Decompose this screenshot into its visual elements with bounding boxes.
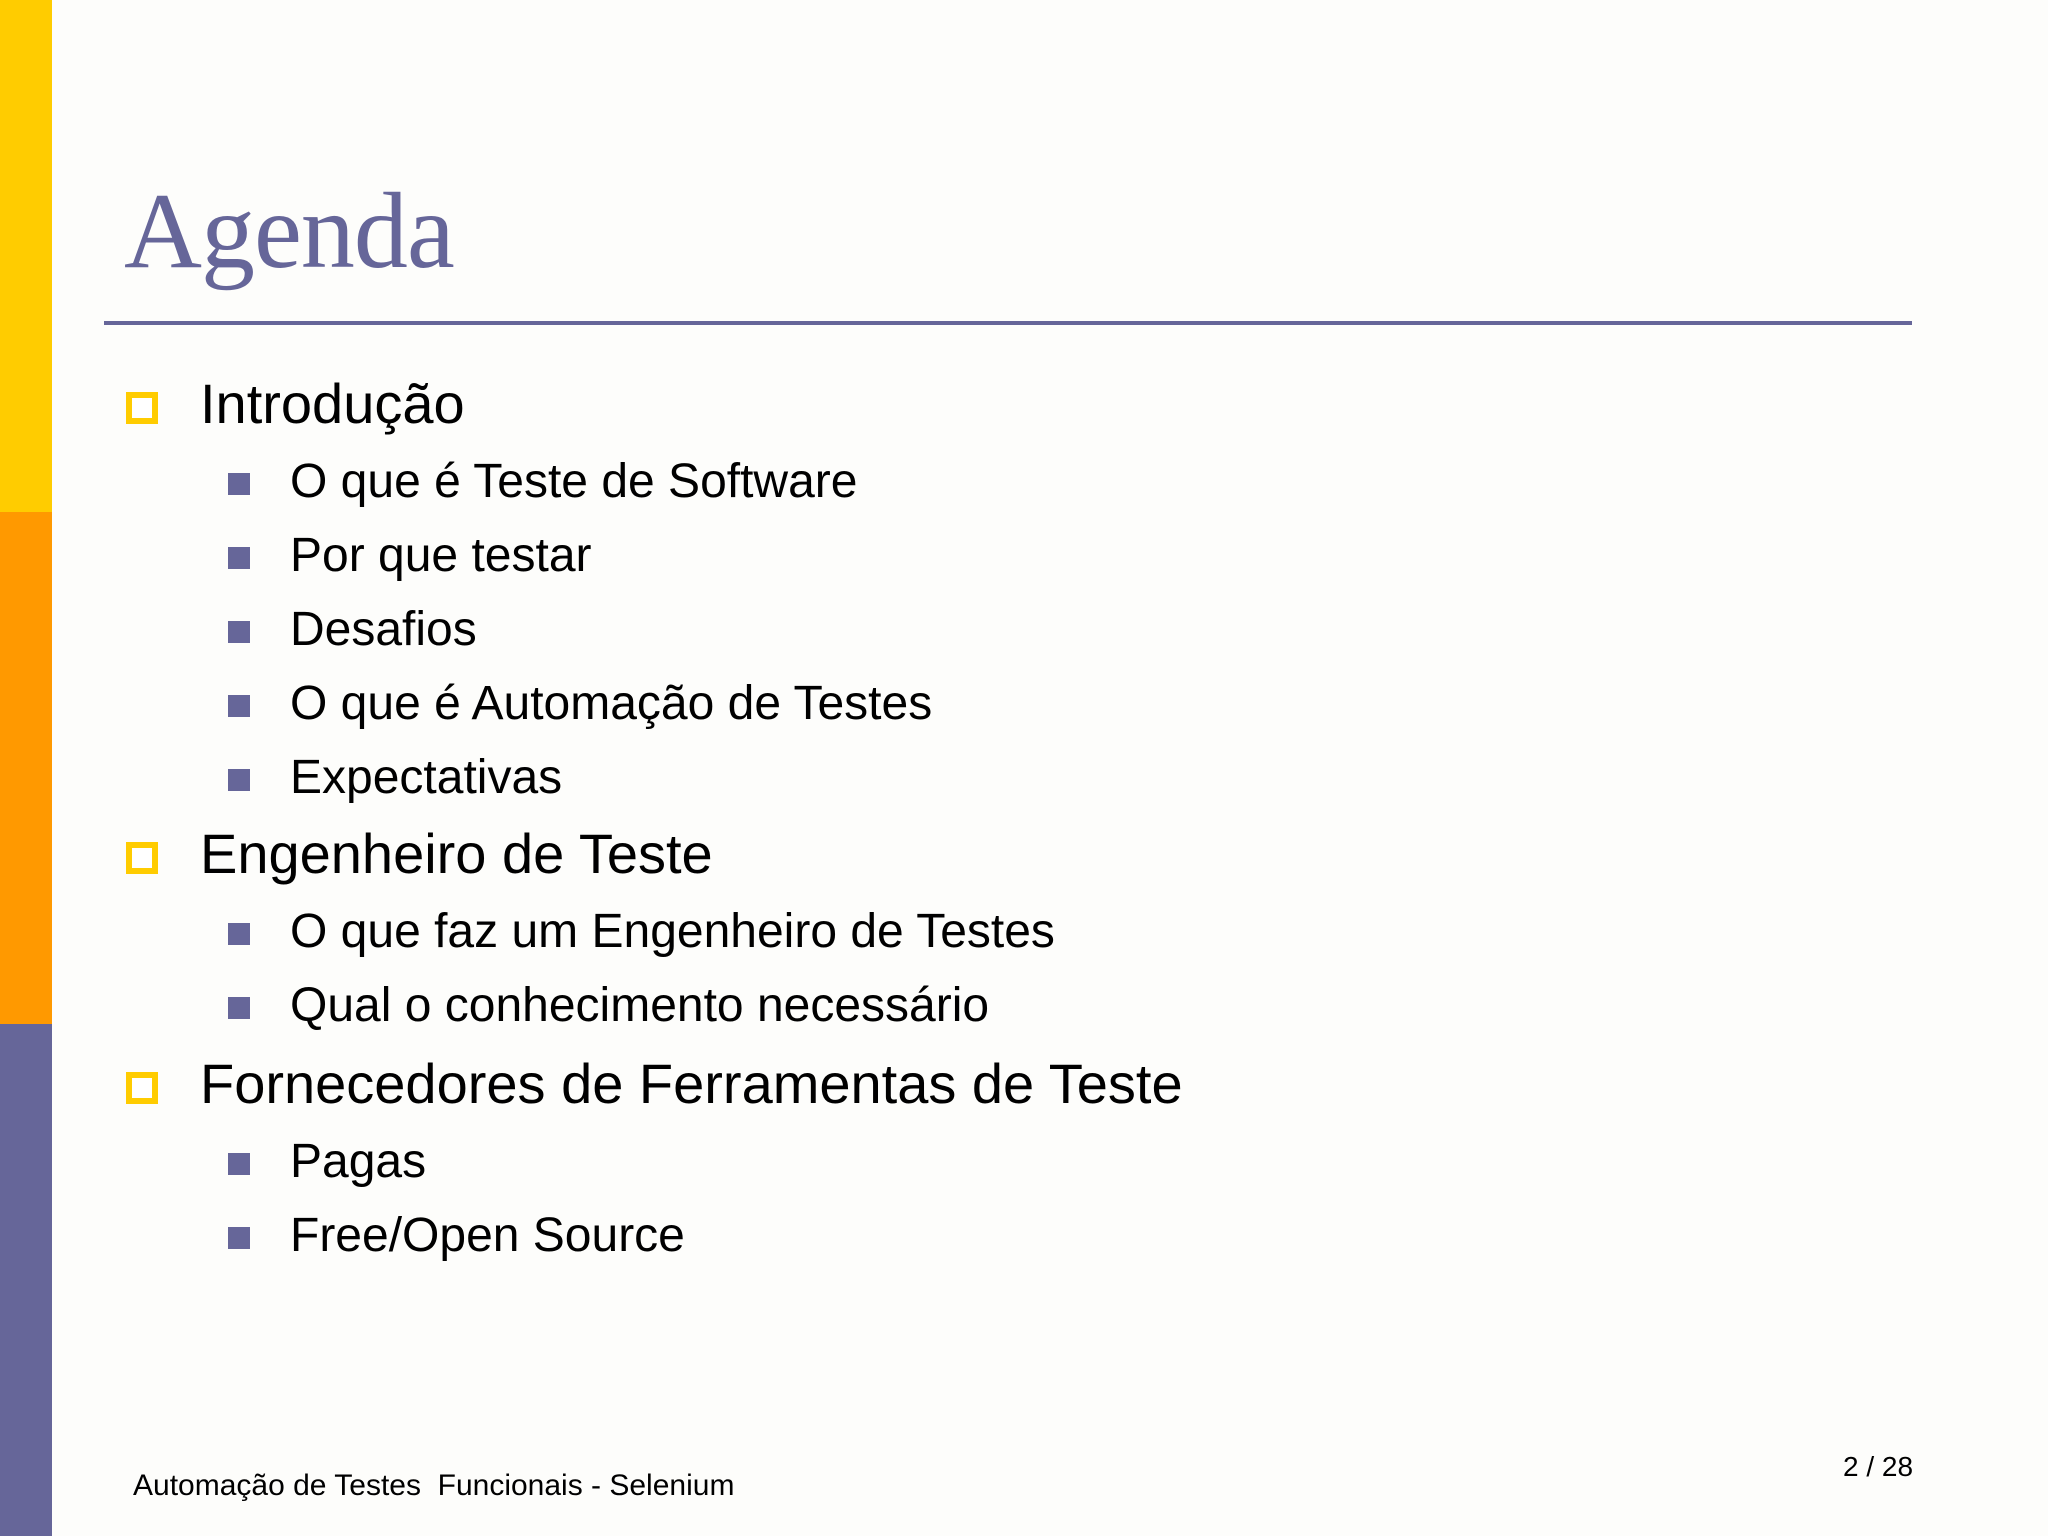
filled-square-bullet-icon [228,997,250,1019]
square-bullet-icon [126,1072,158,1104]
agenda-subitem-label: Expectativas [290,751,563,804]
filled-square-bullet-icon [228,923,250,945]
agenda-subitem-label: O que é Automação de Testes [290,677,933,730]
agenda-subitem-label: O que faz um Engenheiro de Testes [290,905,1055,958]
agenda-section-label: Fornecedores de Ferramentas de Teste [200,1052,1183,1115]
agenda-subitem-label: Desafios [290,603,477,656]
square-bullet-icon [126,392,158,424]
filled-square-bullet-icon [228,473,250,495]
filled-square-bullet-icon [228,1227,250,1249]
agenda-section-label: Engenheiro de Teste [200,822,713,885]
agenda-subitem-label: Qual o conhecimento necessário [290,979,990,1032]
agenda-subitem-label: Por que testar [290,529,592,582]
filled-square-bullet-icon [228,769,250,791]
filled-square-bullet-icon [228,547,250,569]
page-number: 2 / 28 [1843,1451,1914,1482]
agenda-section-label: Introdução [200,372,465,435]
filled-square-bullet-icon [228,621,250,643]
agenda-subitem-label: O que é Teste de Software [290,455,858,508]
filled-square-bullet-icon [228,1153,250,1175]
agenda-subitem-label: Pagas [290,1135,427,1188]
agenda-subitem-label: Free/Open Source [290,1209,685,1262]
slide-title: Agenda [124,172,454,291]
filled-square-bullet-icon [228,695,250,717]
square-bullet-icon [126,842,158,874]
slide-footer: Automação de Testes Funcionais - Selenium [133,1469,735,1502]
